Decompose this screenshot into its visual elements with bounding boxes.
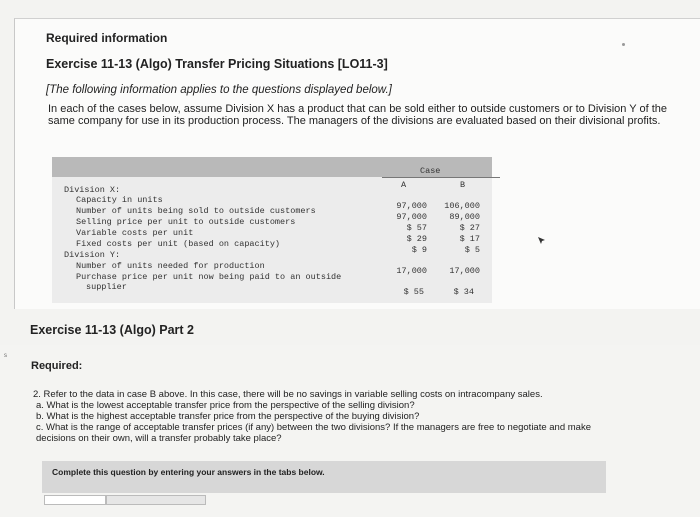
required-label: Required: (31, 360, 83, 372)
a-var-cost: $ 29 (406, 234, 427, 244)
question-c-line2: decisions on their own, will a transfer probably take place? (36, 433, 282, 444)
intro-paragraph: In each of the cases below, assume Division X has a product that can be sold either to outside customers or to Division Y of the same company for use in its production process. The managers of the divisions are evaluated based on their divisional profits. (48, 103, 667, 127)
row-needed: Number of units needed for production (76, 261, 265, 271)
question-c-line1: c. What is the range of acceptable transfer prices (if any) between the two divisions? If the managers are free to negotiate and make (36, 422, 591, 433)
tab-req-2b[interactable] (106, 495, 206, 505)
question-b: b. What is the highest acceptable transfer price from the perspective of the buying division? (36, 411, 420, 422)
instruction-banner (42, 461, 606, 493)
row-fixed-cost: Fixed costs per unit (based on capacity) (76, 239, 281, 249)
row-capacity: Capacity in units (76, 195, 163, 205)
info-note: [The following information applies to the questions displayed below.] (46, 84, 392, 96)
tab-req-2a[interactable] (44, 495, 106, 505)
b-needed: 17,000 (449, 266, 480, 276)
b-capacity: 106,000 (444, 201, 480, 211)
col-a-header: A (401, 180, 407, 190)
exercise-title: Exercise 11-13 (Algo) Transfer Pricing Situations [LO11-3] (46, 57, 388, 71)
row-sell-price: Selling price per unit to outside customers (76, 217, 296, 227)
b-sell-price: $ 27 (459, 223, 480, 233)
part-title: Exercise 11-13 (Algo) Part 2 (30, 323, 194, 337)
row-purchase-1: Purchase price per unit now being paid to an outside (76, 272, 342, 282)
b-fixed-cost: $ 5 (464, 245, 480, 255)
case-rule (382, 177, 500, 178)
b-num-sold: 89,000 (449, 212, 480, 222)
a-needed: 17,000 (396, 266, 427, 276)
a-fixed-cost: $ 9 (411, 245, 427, 255)
row-division-x: Division X: (64, 185, 121, 195)
row-division-y: Division Y: (64, 250, 121, 260)
a-num-sold: 97,000 (396, 212, 427, 222)
row-purchase-2: supplier (86, 282, 127, 292)
margin-mark: s (4, 353, 7, 359)
col-b-header: B (460, 180, 466, 190)
decorative-dot (622, 43, 625, 46)
a-sell-price: $ 57 (406, 223, 427, 233)
row-var-cost: Variable costs per unit (76, 228, 194, 238)
case-label: Case (420, 166, 441, 176)
question-2: 2. Refer to the data in case B above. In this case, there will be no savings in variable selling costs on intracompany sales. (33, 389, 543, 400)
b-var-cost: $ 17 (459, 234, 480, 244)
a-capacity: 97,000 (396, 201, 427, 211)
question-a: a. What is the lowest acceptable transfer price from the perspective of the selling division? (36, 400, 415, 411)
required-information-heading: Required information (46, 31, 168, 45)
instruction-text: Complete this question by entering your answers in the tabs below. (52, 467, 325, 477)
data-table (52, 157, 492, 303)
b-purchase: $ 34 (453, 287, 474, 297)
a-purchase: $ 55 (403, 287, 424, 297)
mouse-cursor-icon (537, 236, 545, 244)
row-num-sold: Number of units being sold to outside customers (76, 206, 316, 216)
